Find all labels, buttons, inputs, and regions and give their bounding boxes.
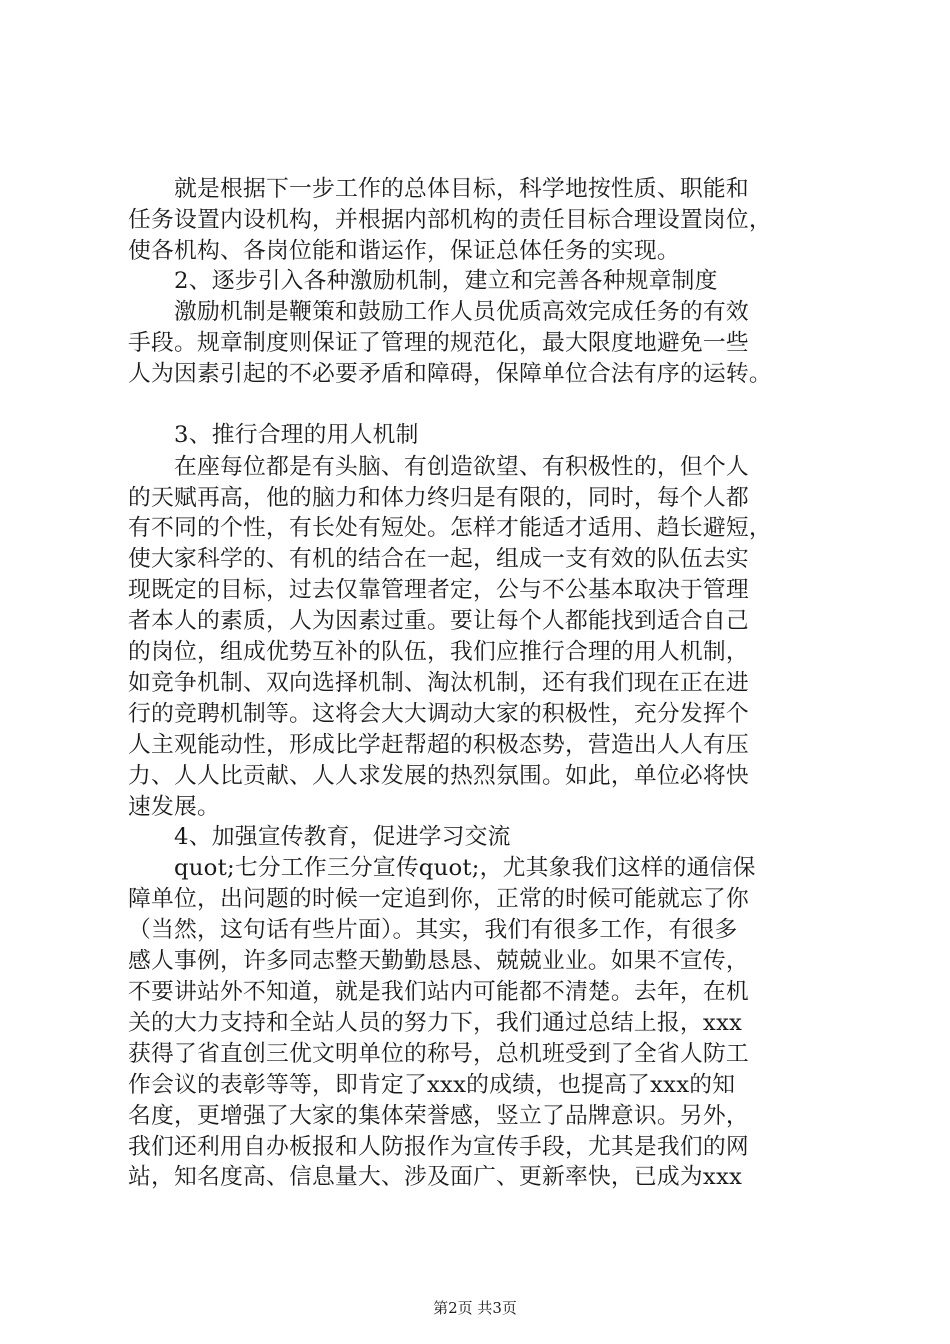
- line-23: 障单位，出问题的时候一定追到你，正常的时候可能就忘了你: [128, 886, 749, 912]
- line-17: 行的竞聘机制等。这将会大大调动大家的积极性，充分发挥个: [128, 701, 749, 727]
- line-16: 如竞争机制、双向选择机制、淘汰机制，还有我们现在正在进: [128, 670, 749, 696]
- line-18: 人主观能动性，形成比学赶帮超的积极态势，营造出人人有压: [128, 732, 749, 758]
- line-30: 名度，更增强了大家的集体荣誉感，竖立了品牌意识。另外，: [128, 1103, 749, 1129]
- line-1: 就是根据下一步工作的总体目标，科学地按性质、职能和: [128, 176, 749, 202]
- line-9: 在座每位都是有头脑、有创造欲望、有积极性的，但个人: [128, 454, 749, 480]
- line-7: 人为因素引起的不必要矛盾和障碍，保障单位合法有序的运转。: [128, 361, 772, 387]
- line-5: 激励机制是鞭策和鼓励工作人员优质高效完成任务的有效: [128, 299, 749, 325]
- line-19: 力、人人比贡献、人人求发展的热烈氛围。如此，单位必将快: [128, 763, 749, 789]
- line-20: 速发展。: [128, 794, 220, 820]
- line-26: 不要讲站外不知道，就是我们站内可能都不清楚。去年，在机: [128, 979, 749, 1005]
- line-2: 任务设置内设机构，并根据内部机构的责任目标合理设置岗位，: [128, 207, 772, 233]
- line-28: 获得了省直创三优文明单位的称号，总机班受到了全省人防工: [128, 1041, 749, 1067]
- line-13: 现既定的目标，过去仅靠管理者定，公与不公基本取决于管理: [128, 577, 749, 603]
- line-11: 有不同的个性，有长处有短处。怎样才能适才适用、趋长避短，: [128, 515, 772, 541]
- line-6: 手段。规章制度则保证了管理的规范化，最大限度地避免一些: [128, 330, 749, 356]
- line-14: 者本人的素质，人为因素过重。要让每个人都能找到适合自己: [128, 608, 749, 634]
- line-32: 站，知名度高、信息量大、涉及面广、更新率快，已成为xxx: [128, 1164, 743, 1190]
- line-22: quot;七分工作三分宣传quot;，尤其象我们这样的通信保: [128, 855, 756, 881]
- line-15: 的岗位，组成优势互补的队伍，我们应推行合理的用人机制，: [128, 639, 749, 665]
- line-31: 我们还利用自办板报和人防报作为宣传手段，尤其是我们的网: [128, 1134, 749, 1160]
- line-24: （当然，这句话有些片面）。其实，我们有很多工作，有很多: [128, 917, 738, 943]
- line-12: 使大家科学的、有机的结合在一起，组成一支有效的队伍去实: [128, 546, 749, 572]
- line-8: 3、推行合理的用人机制: [128, 422, 419, 448]
- line-3: 使各机构、各岗位能和谐运作，保证总体任务的实现。: [128, 238, 680, 264]
- page-footer: 第2页 共3页: [433, 1299, 517, 1317]
- line-4: 2、逐步引入各种激励机制，建立和完善各种规章制度: [128, 268, 718, 294]
- line-29: 作会议的表彰等等，即肯定了xxx的成绩，也提高了xxx的知: [128, 1072, 736, 1098]
- line-10: 的天赋再高，他的脑力和体力终归是有限的，同时，每个人都: [128, 485, 749, 511]
- line-21: 4、加强宣传教育，促进学习交流: [128, 824, 511, 850]
- line-25: 感人事例，许多同志整天勤勤恳恳、兢兢业业。如果不宣传，: [128, 948, 749, 974]
- line-27: 关的大力支持和全站人员的努力下，我们通过总结上报，xxx: [128, 1010, 743, 1036]
